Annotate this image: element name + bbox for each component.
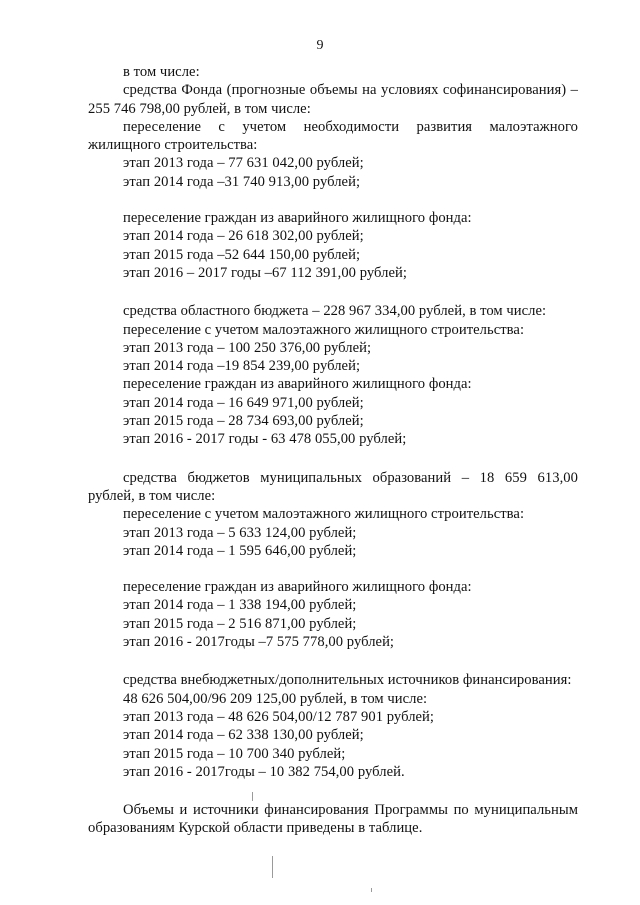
stage-line: этап 2014 года –31 740 913,00 рублей; xyxy=(123,173,361,190)
spacer xyxy=(88,651,578,671)
stage-line: этап 2014 года – 1 595 646,00 рублей; xyxy=(123,542,357,559)
document-body xyxy=(88,63,578,838)
stage-line: этап 2016 – 2017 годы –67 112 391,00 рублей; xyxy=(123,264,407,281)
regional-budget-paragraph: средства областного бюджета – 228 967 334,00 рублей, в том числе: xyxy=(123,303,547,320)
stage-line: этап 2015 года – 2 516 871,00 рублей; xyxy=(123,615,357,632)
stage-line: этап 2015 года – 10 700 340 рублей; xyxy=(123,745,346,762)
spacer xyxy=(88,560,578,578)
stage-line: этап 2016 - 2017годы –7 575 778,00 рублей; xyxy=(123,634,395,651)
scan-mark xyxy=(371,888,372,892)
stage-line: этап 2013 года – 48 626 504,00/12 787 901 рублей; xyxy=(123,708,435,725)
offbudget-total: 48 626 504,00/96 209 125,00 рублей, в том числе: xyxy=(123,690,428,707)
municipal-lowrise-heading: переселение с учетом малоэтажного жилищного строительства: xyxy=(123,506,525,523)
stage-line: этап 2013 года – 100 250 376,00 рублей; xyxy=(123,339,372,356)
scan-mark xyxy=(272,856,273,878)
stage-line: этап 2014 года –19 854 239,00 рублей; xyxy=(123,358,361,375)
stage-line: этап 2014 года – 62 338 130,00 рублей; xyxy=(123,727,364,744)
regional-lowrise-heading: переселение с учетом малоэтажного жилищного строительства: xyxy=(123,321,525,338)
stage-line: этап 2016 - 2017годы – 10 382 754,00 рублей. xyxy=(123,763,405,780)
municipal-budget-paragraph: средства бюджетов муниципальных образований – 18 659 613,00 рублей, в том числе: xyxy=(88,469,578,504)
spacer xyxy=(88,282,578,302)
offbudget-heading: средства внебюджетных/дополнительных источников финансирования: xyxy=(123,672,572,689)
regional-emergency-heading: переселение граждан из аварийного жилищного фонда: xyxy=(123,376,472,393)
fund-funding-paragraph: средства Фонда (прогнозные объемы на условиях софинансирования) –255 746 798,00 рублей, в том числе: xyxy=(88,82,578,117)
spacer xyxy=(88,191,578,209)
spacer xyxy=(88,449,578,469)
municipal-emergency-heading: переселение граждан из аварийного жилищного фонда: xyxy=(123,579,472,596)
scan-mark xyxy=(252,792,253,801)
stage-line: этап 2013 года – 5 633 124,00 рублей; xyxy=(123,524,357,541)
stage-line: этап 2013 года – 77 631 042,00 рублей; xyxy=(123,155,364,172)
stage-line: этап 2014 года – 1 338 194,00 рублей; xyxy=(123,597,357,614)
stage-line: этап 2015 года – 28 734 693,00 рублей; xyxy=(123,413,364,430)
stage-line: этап 2014 года – 26 618 302,00 рублей; xyxy=(123,228,364,245)
closing-paragraph: Объемы и источники финансирования Программы по муниципальным образованиям Курской области приведены в таблице. xyxy=(88,802,578,837)
stage-line: этап 2014 года – 16 649 971,00 рублей; xyxy=(123,394,364,411)
fund-lowrise-heading: переселение с учетом необходимости развития малоэтажного жилищного строительства: xyxy=(88,118,578,154)
spacer xyxy=(88,781,578,801)
fund-emergency-heading: переселение граждан из аварийного жилищного фонда: xyxy=(123,210,472,227)
page-number: 9 xyxy=(316,38,324,53)
stage-line: этап 2016 - 2017 годы - 63 478 055,00 рублей; xyxy=(123,431,407,448)
text-line: в том числе: xyxy=(123,64,200,80)
stage-line: этап 2015 года –52 644 150,00 рублей; xyxy=(123,246,361,263)
